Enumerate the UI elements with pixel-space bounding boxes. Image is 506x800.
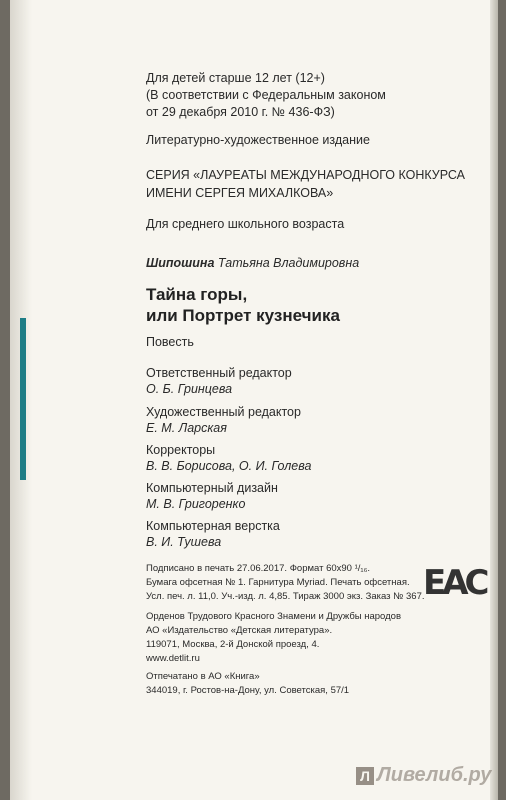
page-edge [490,0,498,800]
credit-name: О. Б. Гринцева [146,382,233,396]
publisher-line2: АО «Издательство «Детская литература». [146,625,333,636]
age-rating-line1: Для детей старше 12 лет (12+) [146,71,325,85]
print-info-line2: Бумага офсетная № 1. Гарнитура Myriad. Печать офсетная. [146,577,410,588]
credit-name: Е. М. Ларская [146,421,227,435]
credit-name: В. И. Тушева [146,535,222,549]
credit-role: Художественный редактор [146,405,301,419]
series-line2: ИМЕНИ СЕРГЕЯ МИХАЛКОВА» [146,186,334,200]
age-rating-line2: (В соответствии с Федеральным законом [146,88,386,102]
author-name [146,255,359,272]
credit-name: М. В. Григоренко [146,497,246,511]
credit-role: Компьютерная верстка [146,519,280,533]
author-surname: Шипошина [146,256,215,270]
credit-name: В. В. Борисова, О. И. Голева [146,459,312,473]
series-line1: СЕРИЯ «ЛАУРЕАТЫ МЕЖДУНАРОДНОГО КОНКУРСА [146,168,466,182]
book-title-line2: или Портрет кузнечика [146,306,340,325]
watermark-logo-icon: Л [356,767,374,785]
author-given-names: Татьяна Владимировна [217,256,360,270]
credit-role: Ответственный редактор [146,366,292,380]
print-info-line1: Подписано в печать 27.06.2017. Формат 60x90 ¹/₁₆. [146,563,371,574]
publisher-line1: Орденов Трудового Красного Знамени и Дружбы народов [146,611,401,622]
printer-line2: 344019, г. Ростов-на-Дону, ул. Советская, 57/1 [146,685,350,696]
credit-role: Компьютерный дизайн [146,481,278,495]
watermark-text: Ливелиб.ру [377,764,492,786]
edition-type: Литературно-художественное издание [146,133,370,147]
printer-line1: Отпечатано в АО «Книга» [146,671,260,682]
publisher-website: www.detlit.ru [146,653,200,664]
age-rating-line3: от 29 декабря 2010 г. № 436-ФЗ) [146,105,335,119]
bookmark-ribbon [20,318,26,480]
eac-certification-mark: ЕАС [423,563,486,603]
book-page [10,0,498,800]
print-info-line3: Усл. печ. л. 11,0. Уч.-изд. л. 4,85. Тираж 3000 экз. Заказ № 367. [146,591,425,602]
audience: Для среднего школьного возраста [146,217,345,231]
publisher-line3: 119071, Москва, 2-й Донской проезд, 4. [146,639,320,650]
book-title-line1: Тайна горы, [146,285,248,304]
livelib-watermark [356,764,491,787]
credit-role: Корректоры [146,443,216,457]
genre: Повесть [146,335,194,349]
